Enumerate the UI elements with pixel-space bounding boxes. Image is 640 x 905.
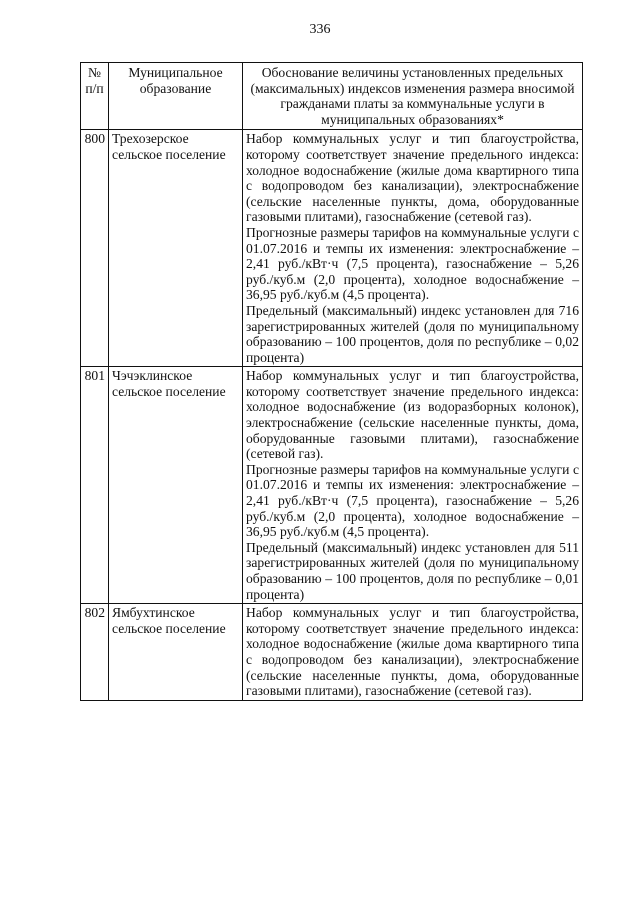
tariff-index-table — [80, 62, 583, 701]
table-row — [81, 604, 583, 701]
paragraph-tariffs: Прогнозные размеры тарифов на коммунальные услуги с 01.07.2016 и темпы их изменения: электроснабжение – 2,41 руб./кВт·ч (7,5 процента), газоснабжение – 5,26 руб./куб.м (2,0 процента), холодное водоснабжение – 36,95 руб./куб.м (4,5 процента). — [246, 224, 579, 303]
paragraph-index: Предельный (максимальный) индекс установлен для 511 зарегистрированных жителей (доля по муниципальному образованию – 100 процентов, доля по республике – 0,01 процента) — [246, 539, 579, 602]
header-justification: Обоснование величины установленных предельных (максимальных) индексов изменения размера вносимой гражданами платы за коммунальные услуги в муниципальных образованиях* — [243, 63, 583, 130]
row-number: 801 — [81, 367, 109, 604]
row-number: 800 — [81, 130, 109, 367]
municipality-name: Ямбухтинское сельское поселение — [109, 604, 243, 701]
paragraph-services: Набор коммунальных услуг и тип благоустройства, которому соответствует значение предельного индекса: холодное водоснабжение (жилые дома квартирного типа с водопроводом без канализации), электроснабжение (сельские населенные пункты, дома, оборудованные газовыми плитами), газоснабжение (сетевой газ). — [246, 605, 579, 699]
justification-cell — [243, 604, 583, 701]
header-municipality: Муниципальное образование — [109, 63, 243, 130]
row-number: 802 — [81, 604, 109, 701]
paragraph-index: Предельный (максимальный) индекс установлен для 716 зарегистрированных жителей (доля по муниципальному образованию – 100 процентов, доля по республике – 0,02 процента) — [246, 302, 579, 365]
paragraph-services: Набор коммунальных услуг и тип благоустройства, которому соответствует значение предельного индекса: холодное водоснабжение (жилые дома квартирного типа с водопроводом без канализации), электроснабжение (сельские населенные пункты, дома, оборудованные газовыми плитами), газоснабжение (сетевой газ). — [246, 131, 579, 225]
justification-cell — [243, 367, 583, 604]
justification-cell — [243, 130, 583, 367]
table-header-row — [81, 63, 583, 130]
table-row — [81, 130, 583, 367]
paragraph-tariffs: Прогнозные размеры тарифов на коммунальные услуги с 01.07.2016 и темпы их изменения: электроснабжение – 2,41 руб./кВт·ч (7,5 процента), газоснабжение – 5,26 руб./куб.м (2,0 процента), холодное водоснабжение – 36,95 руб./куб.м (4,5 процента). — [246, 461, 579, 540]
paragraph-services: Набор коммунальных услуг и тип благоустройства, которому соответствует значение предельного индекса: холодное водоснабжение (из водоразборных колонок), электроснабжение (сельские населенные пункты, дома, оборудованные газовыми плитами), газоснабжение (сетевой газ). — [246, 368, 579, 462]
municipality-name: Трехозерское сельское поселение — [109, 130, 243, 367]
page-number: 336 — [309, 22, 331, 37]
table-row — [81, 367, 583, 604]
header-number: № п/п — [81, 63, 109, 130]
municipality-name: Чэчэклинское сельское поселение — [109, 367, 243, 604]
